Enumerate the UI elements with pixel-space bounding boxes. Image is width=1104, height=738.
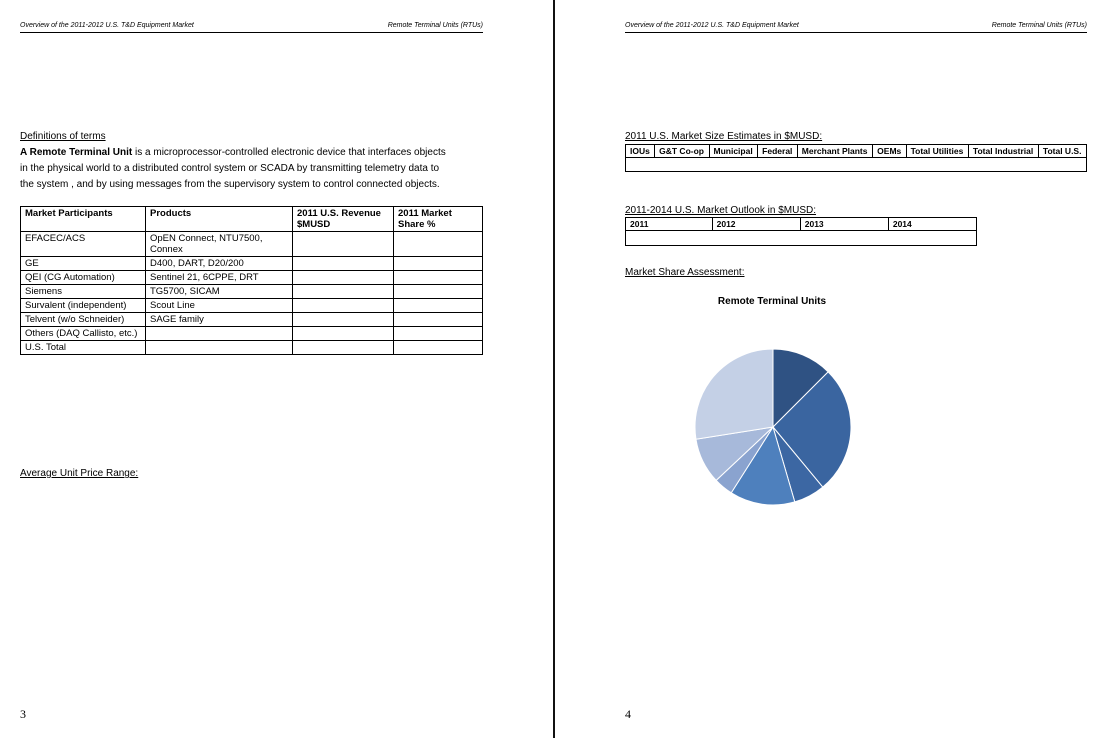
market-size-table [625,144,1087,172]
page-number: 4 [625,707,631,721]
page-divider [553,0,555,738]
col-participants: Market Participants [21,207,146,232]
table-cell [394,232,483,257]
market-size-col: Total U.S. [1038,145,1086,158]
table-cell: Others (DAQ Callisto, etc.) [21,327,146,341]
table-cell: Siemens [21,285,146,299]
market-size-col: Merchant Plants [797,145,872,158]
table-cell [394,257,483,271]
table-cell: SAGE family [146,313,293,327]
header-left: Overview of the 2011-2012 U.S. T&D Equipment Market [20,22,194,29]
running-header [20,20,483,33]
avg-price-label: Average Unit Price Range: [20,468,139,479]
table-cell: TG5700, SICAM [146,285,293,299]
table-cell [394,271,483,285]
definition-line-3: the system , and by using messages from the supervisory system to control connected objects. [20,179,440,190]
table-cell [293,299,394,313]
table-cell: OpEN Connect, NTU7500, Connex [146,232,293,257]
table-cell [394,327,483,341]
market-size-col: Total Utilities [906,145,968,158]
outlook-col: 2011 [626,218,713,231]
market-size-col: OEMs [873,145,906,158]
table-cell [293,313,394,327]
table-row [21,341,483,355]
definition-line-2: in the physical world to a distributed control system or SCADA by transmitting telemetry data to [20,163,440,174]
table-cell: GE [21,257,146,271]
header-right: Remote Terminal Units (RTUs) [991,22,1087,29]
table-row [21,327,483,341]
market-size-col: Federal [758,145,798,158]
table-cell [293,327,394,341]
table-row [626,231,977,246]
share-title: Market Share Assessment: [625,267,745,278]
table-header-row [626,218,977,231]
table-cell [394,341,483,355]
table-cell [626,158,1087,172]
table-cell [394,299,483,313]
table-cell [146,341,293,355]
table-cell: EFACEC/ACS [21,232,146,257]
table-header-row [626,145,1087,158]
table-header-row [21,207,483,232]
table-cell [394,313,483,327]
definition-line-1: is a microprocessor-controlled electronic device that interfaces objects [132,147,446,158]
table-cell: Telvent (w/o Schneider) [21,313,146,327]
outlook-table [625,217,977,246]
pie-chart [692,346,854,508]
table-cell [293,257,394,271]
running-header [625,20,1087,33]
table-row [21,232,483,257]
header-right: Remote Terminal Units (RTUs) [387,22,483,29]
table-row [21,285,483,299]
table-cell [293,341,394,355]
definitions-title: Definitions of terms [20,131,106,142]
table-row [21,313,483,327]
table-cell: Scout Line [146,299,293,313]
definition-paragraph [20,145,490,193]
table-cell [394,285,483,299]
table-cell: Survalent (independent) [21,299,146,313]
col-products: Products [146,207,293,232]
outlook-title: 2011-2014 U.S. Market Outlook in $MUSD: [625,205,817,216]
header-left: Overview of the 2011-2012 U.S. T&D Equipment Market [625,22,799,29]
market-size-col: IOUs [626,145,655,158]
market-participants-table [20,206,483,355]
market-size-col: G&T Co-op [655,145,709,158]
table-cell [626,231,977,246]
table-cell [293,232,394,257]
col-revenue: 2011 U.S. Revenue $MUSD [293,207,394,232]
market-size-col: Municipal [709,145,758,158]
table-cell [146,327,293,341]
market-size-title: 2011 U.S. Market Size Estimates in $MUSD: [625,131,823,142]
page-4 [556,0,1104,738]
term-bold: A Remote Terminal Unit [20,147,133,158]
table-cell: D400, DART, D20/200 [146,257,293,271]
pie-slice-7 [695,349,773,439]
outlook-col: 2014 [888,218,976,231]
market-size-col: Total Industrial [968,145,1038,158]
page-number: 3 [20,707,26,721]
chart-title: Remote Terminal Units [717,296,827,307]
col-share: 2011 Market Share % [394,207,483,232]
table-row [21,299,483,313]
outlook-col: 2012 [712,218,800,231]
table-cell: QEI (CG Automation) [21,271,146,285]
outlook-col: 2013 [800,218,888,231]
table-cell [293,271,394,285]
table-cell [293,285,394,299]
table-cell: Sentinel 21, 6CPPE, DRT [146,271,293,285]
table-row [21,271,483,285]
table-row [21,257,483,271]
table-cell: U.S. Total [21,341,146,355]
table-row [626,158,1087,172]
